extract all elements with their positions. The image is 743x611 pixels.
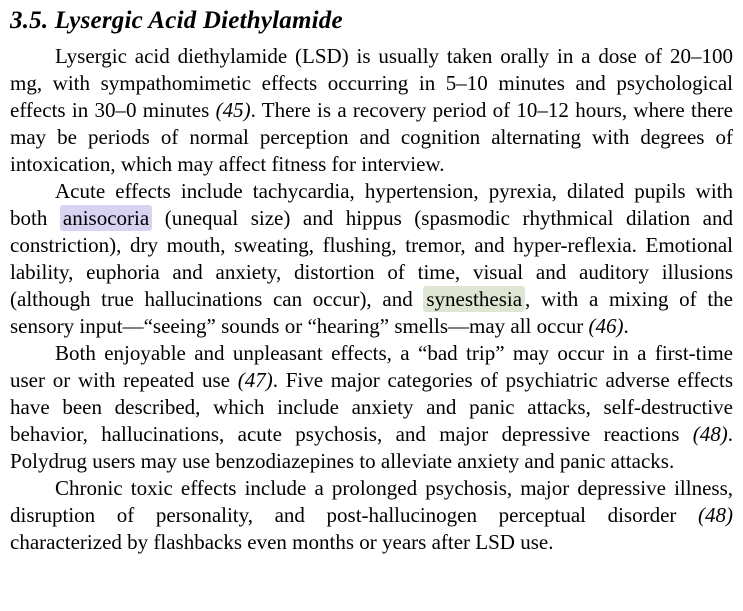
- reference-citation-48: (48): [692, 422, 728, 446]
- text-segment: (unequal size) and hippus (spasmodic rhythmical dilation and constriction), dry mouth, sweating, flushing, tremor, and hyper-reflexia. Emotional lability, euphoria and anxiety, distortion of time, visual and auditory illusions (although true hallucinations can occur), and: [10, 206, 733, 311]
- reference-citation-48b: (48): [698, 503, 733, 527]
- text-segment: Acute effects include tachycardia, hypertension, pyrexia, dilated pupils with both: [10, 179, 733, 230]
- text-segment: . There is a recovery period of 10–12 hours, where there may be periods of normal perception and cognition alternating with degrees of intoxication, which may affect fitness for interview.: [10, 98, 733, 176]
- highlighted-term-synesthesia: synesthesia: [423, 286, 525, 312]
- text-segment: , with a mixing of the sensory input—“seeing” sounds or “hearing” smells—may all occur: [10, 287, 733, 338]
- paragraph-dose-onset: [10, 43, 733, 178]
- text-segment: Lysergic acid diethylamide (LSD) is usually taken orally in a dose of 20–100 mg, with sympathomimetic effects occurring in 5–10 minutes and psychological effects in 30–0 minutes: [10, 44, 733, 122]
- text-segment: . Five major categories of psychiatric adverse effects have been described, which include anxiety and panic attacks, self-destructive behavior, hallucinations, acute psychosis, and major depressive reactions: [10, 368, 734, 446]
- text-segment: characterized by flashbacks even months or years after LSD use.: [10, 530, 554, 554]
- text-segment: Both enjoyable and unpleasant effects, a “bad trip” may occur in a first-time user or with repeated use: [10, 341, 733, 392]
- text-segment: . Polydrug users may use benzodiazepines to alleviate anxiety and panic attacks.: [10, 422, 733, 473]
- reference-citation-47: (47): [237, 368, 273, 392]
- text-segment: .: [623, 314, 629, 338]
- text-segment: Chronic toxic effects include a prolonged psychosis, major depressive illness, disruption of personality, and post-hallucinogen perceptual disorder: [10, 476, 733, 527]
- paragraph-adverse-effects: [10, 340, 733, 475]
- paragraph-chronic-effects: [10, 475, 733, 556]
- reference-citation-45: (45): [215, 98, 251, 122]
- reference-citation-46: (46): [588, 314, 624, 338]
- section-heading: 3.5. Lysergic Acid Diethylamide: [10, 7, 343, 34]
- paragraph-acute-effects: [10, 178, 733, 340]
- highlighted-term-anisocoria: anisocoria: [60, 205, 152, 231]
